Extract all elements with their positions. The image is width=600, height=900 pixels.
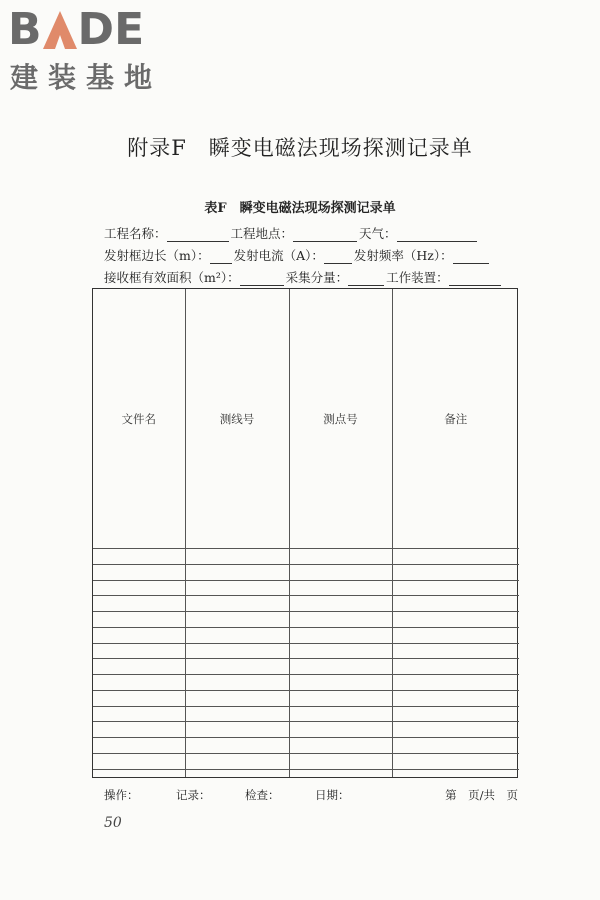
label-tx-frequency: 发射频率（Hz）： bbox=[353, 248, 453, 263]
label-rx-area: 接收框有效面积（m²）： bbox=[104, 270, 240, 285]
table-cell[interactable] bbox=[392, 753, 519, 769]
header-point-number: 测点号 bbox=[289, 289, 392, 549]
footer-record: 记录： bbox=[176, 788, 211, 802]
table-cell[interactable] bbox=[289, 690, 392, 706]
table-row bbox=[93, 549, 519, 565]
component-blank[interactable] bbox=[348, 273, 384, 286]
table-cell[interactable] bbox=[289, 738, 392, 754]
table-cell[interactable] bbox=[392, 722, 519, 738]
table-cell[interactable] bbox=[289, 612, 392, 628]
table-cell[interactable] bbox=[185, 643, 289, 659]
table-cell[interactable] bbox=[185, 596, 289, 612]
page-number: 50 bbox=[104, 815, 122, 831]
logo-wordmark bbox=[8, 6, 178, 54]
table-row bbox=[93, 564, 519, 580]
table-cell[interactable] bbox=[185, 769, 289, 777]
table-cell[interactable] bbox=[93, 659, 185, 675]
table-cell[interactable] bbox=[289, 722, 392, 738]
table-cell[interactable] bbox=[289, 643, 392, 659]
table-row bbox=[93, 753, 519, 769]
table-cell[interactable] bbox=[185, 612, 289, 628]
table-cell[interactable] bbox=[93, 564, 185, 580]
table-cell[interactable] bbox=[392, 627, 519, 643]
table-cell[interactable] bbox=[289, 675, 392, 691]
tx-loop-side-blank[interactable] bbox=[210, 251, 232, 264]
table-cell[interactable] bbox=[185, 549, 289, 565]
table-cell[interactable] bbox=[289, 580, 392, 596]
logo-letter-b: B bbox=[8, 4, 42, 55]
table-row bbox=[93, 722, 519, 738]
table-title: 表F 瞬变电磁法现场探测记录单 bbox=[204, 201, 396, 216]
table-cell[interactable] bbox=[289, 659, 392, 675]
table-cell[interactable] bbox=[392, 706, 519, 722]
table-cell[interactable] bbox=[185, 722, 289, 738]
table-row bbox=[93, 659, 519, 675]
field-row-receiver bbox=[104, 268, 518, 286]
table-cell[interactable] bbox=[93, 722, 185, 738]
table-cell[interactable] bbox=[185, 580, 289, 596]
table-cell[interactable] bbox=[289, 596, 392, 612]
table-cell[interactable] bbox=[289, 627, 392, 643]
table-cell[interactable] bbox=[185, 659, 289, 675]
table-row bbox=[93, 627, 519, 643]
logo-letters-de: DE bbox=[77, 4, 145, 55]
table-cell[interactable] bbox=[392, 675, 519, 691]
table-cell[interactable] bbox=[185, 753, 289, 769]
field-row-project bbox=[104, 224, 518, 242]
table-cell[interactable] bbox=[93, 596, 185, 612]
table-cell[interactable] bbox=[93, 738, 185, 754]
footer-date: 日期： bbox=[315, 788, 350, 802]
weather-blank[interactable] bbox=[397, 229, 477, 242]
table-header-row bbox=[93, 289, 519, 549]
tx-frequency-blank[interactable] bbox=[453, 251, 489, 264]
table-cell[interactable] bbox=[185, 738, 289, 754]
label-component: 采集分量： bbox=[285, 270, 349, 285]
table-cell[interactable] bbox=[185, 706, 289, 722]
table-cell[interactable] bbox=[185, 690, 289, 706]
bade-logo bbox=[8, 6, 178, 96]
table-cell[interactable] bbox=[392, 738, 519, 754]
table-cell[interactable] bbox=[93, 675, 185, 691]
label-project-location: 工程地点： bbox=[230, 226, 294, 241]
table-cell[interactable] bbox=[392, 659, 519, 675]
project-location-blank[interactable] bbox=[293, 229, 357, 242]
table-cell[interactable] bbox=[289, 706, 392, 722]
table-cell[interactable] bbox=[93, 706, 185, 722]
label-project-name: 工程名称： bbox=[104, 226, 167, 241]
tx-current-blank[interactable] bbox=[324, 251, 352, 264]
header-line-number: 测线号 bbox=[185, 289, 289, 549]
table-cell[interactable] bbox=[93, 690, 185, 706]
rx-area-blank[interactable] bbox=[240, 273, 284, 286]
label-tx-current: 发射电流（A）： bbox=[233, 248, 324, 263]
project-name-blank[interactable] bbox=[167, 229, 229, 242]
table-cell[interactable] bbox=[289, 753, 392, 769]
table-row bbox=[93, 769, 519, 777]
table-cell[interactable] bbox=[392, 596, 519, 612]
table-cell[interactable] bbox=[93, 627, 185, 643]
table-row bbox=[93, 643, 519, 659]
table-cell[interactable] bbox=[93, 753, 185, 769]
table-cell[interactable] bbox=[289, 769, 392, 777]
table-cell[interactable] bbox=[392, 769, 519, 777]
table-cell[interactable] bbox=[392, 564, 519, 580]
table-row bbox=[93, 580, 519, 596]
table-cell[interactable] bbox=[392, 643, 519, 659]
footer-operate: 操作： bbox=[104, 788, 139, 802]
table-cell[interactable] bbox=[93, 549, 185, 565]
label-weather: 天气： bbox=[359, 226, 397, 241]
table-cell[interactable] bbox=[185, 675, 289, 691]
table-cell[interactable] bbox=[392, 549, 519, 565]
logo-a-triangle-icon bbox=[43, 11, 77, 49]
record-table bbox=[92, 288, 518, 778]
appendix-title: 附录F 瞬变电磁法现场探测记录单 bbox=[127, 136, 473, 160]
table-cell[interactable] bbox=[289, 549, 392, 565]
table-cell[interactable] bbox=[185, 564, 289, 580]
table-row bbox=[93, 612, 519, 628]
signature-footer bbox=[104, 787, 518, 803]
logo-subtitle: 建装基地 bbox=[10, 61, 163, 94]
table-row bbox=[93, 596, 519, 612]
table-row bbox=[93, 738, 519, 754]
table-cell[interactable] bbox=[392, 580, 519, 596]
table-row bbox=[93, 675, 519, 691]
field-row-transmitter bbox=[104, 246, 518, 264]
table-cell[interactable] bbox=[289, 564, 392, 580]
table-cell[interactable] bbox=[93, 643, 185, 659]
table-row bbox=[93, 706, 519, 722]
table-cell[interactable] bbox=[185, 627, 289, 643]
table-cell[interactable] bbox=[93, 769, 185, 777]
table-cell[interactable] bbox=[392, 612, 519, 628]
table-cell[interactable] bbox=[93, 580, 185, 596]
table-row bbox=[93, 690, 519, 706]
footer-pages: 第 页/共 页 bbox=[445, 788, 518, 802]
table-cell[interactable] bbox=[93, 612, 185, 628]
header-remarks: 备注 bbox=[392, 289, 519, 549]
header-file-name: 文件名 bbox=[93, 289, 185, 549]
device-blank[interactable] bbox=[449, 273, 501, 286]
label-device: 工作装置： bbox=[386, 270, 449, 285]
table-cell[interactable] bbox=[392, 690, 519, 706]
footer-check: 检查： bbox=[245, 788, 280, 802]
label-tx-loop-side: 发射框边长（m）： bbox=[104, 248, 210, 263]
